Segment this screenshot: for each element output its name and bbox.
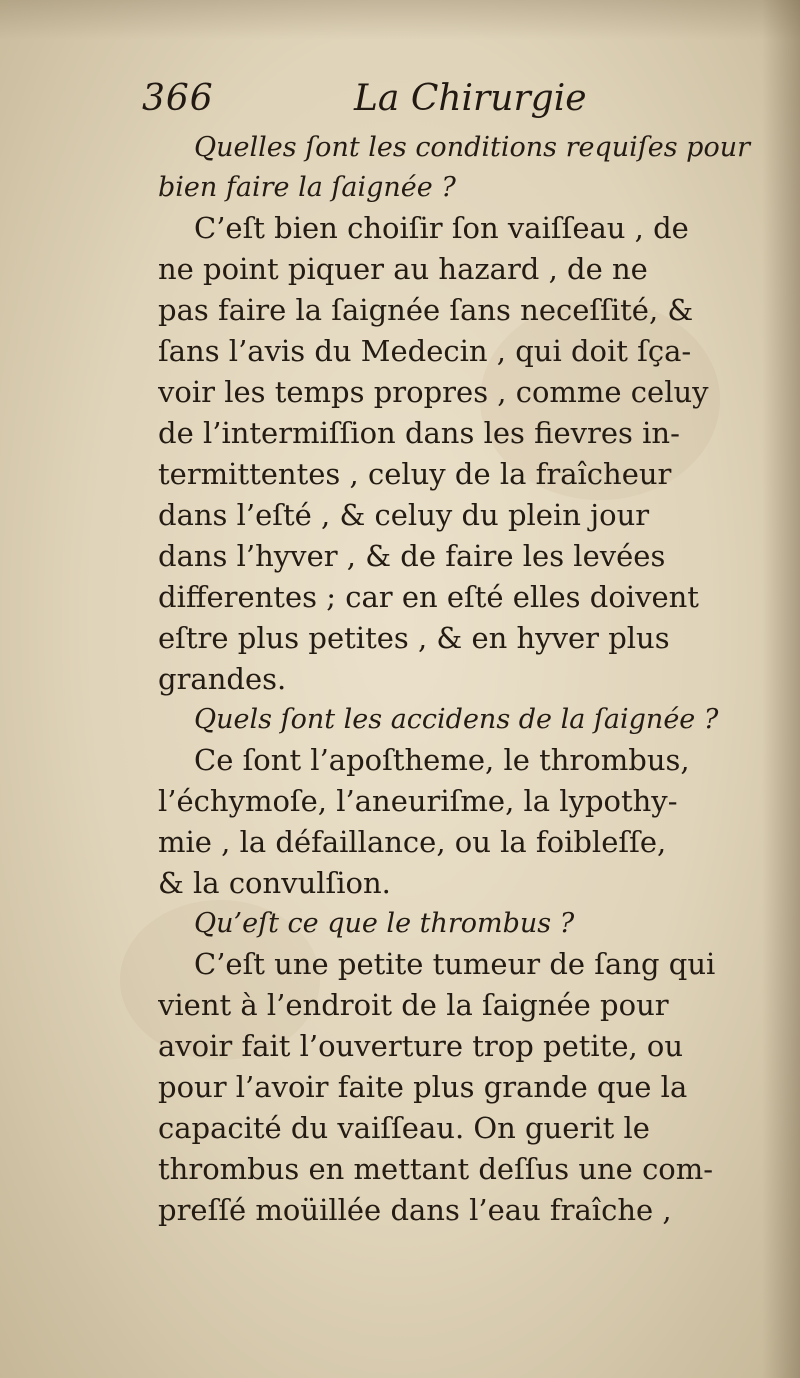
text-line: pas faire la ſaignée ſans neceſſité, & (158, 293, 694, 327)
text-line: ſans l’avis du Medecin , qui doit ſça- (158, 334, 692, 368)
question-line: Qu’eſt ce que le thrombus ? (194, 908, 575, 939)
text-line: thrombus en mettant deſſus une com- (158, 1152, 714, 1186)
text-line: dans l’eſté , & celuy du plein jour (158, 498, 650, 532)
text-line: C’eſt bien choiſir ſon vaiſſeau , de (194, 211, 689, 245)
question-line: Quelles ſont les conditions requiſes pour (194, 132, 751, 163)
running-title: La Chirurgie (354, 78, 587, 119)
text-line: ne point piquer au hazard , de ne (158, 252, 648, 286)
text-line: de l’intermiſſion dans les fievres in- (158, 416, 680, 450)
text-line: l’échymoſe, l’aneuriſme, la lypothy- (158, 784, 678, 818)
text-line: eſtre plus petites , & en hyver plus (158, 621, 670, 655)
text-line: & la convulſion. (158, 866, 391, 900)
page-text (158, 128, 768, 1231)
text-line: C’eſt une petite tumeur de ſang qui (194, 947, 716, 981)
text-line: grandes. (158, 662, 287, 696)
top-shadow (0, 0, 800, 40)
running-header (142, 78, 742, 124)
text-line: dans l’hyver , & de faire les levées (158, 539, 666, 573)
text-line: avoir fait l’ouverture trop petite, ou (158, 1029, 684, 1063)
text-line: pour l’avoir faite plus grande que la (158, 1070, 688, 1104)
question-line: Quels ſont les accidens de la ſaignée ? (194, 704, 719, 735)
text-line: vient à l’endroit de la ſaignée pour (158, 988, 669, 1022)
text-line: differentes ; car en eſté elles doivent (158, 580, 699, 614)
page-number: 366 (142, 78, 214, 119)
text-line: Ce ſont l’apoſtheme, le thrombus, (194, 743, 690, 777)
text-line: capacité du vaiſſeau. On guerit le (158, 1111, 650, 1145)
text-line: voir les temps propres , comme celuy (158, 375, 709, 409)
text-line: mie , la défaillance, ou la foibleſſe, (158, 825, 667, 859)
text-line: preſſé moüillée dans l’eau fraîche , (158, 1193, 672, 1227)
question-line: bien faire la ſaignée ? (158, 172, 456, 203)
text-line: termittentes , celuy de la fraîcheur (158, 457, 672, 491)
